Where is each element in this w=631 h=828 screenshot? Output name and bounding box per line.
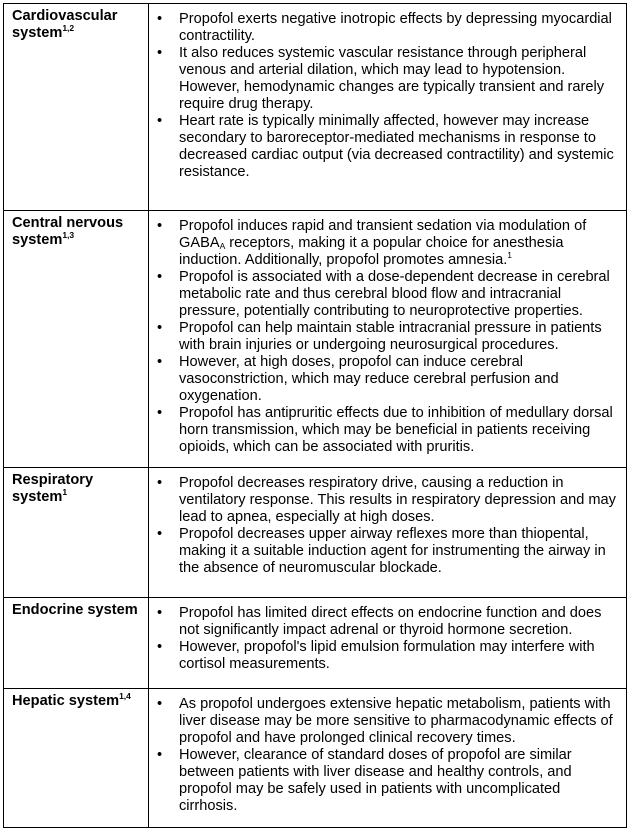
bullet-text: Propofol decreases upper airway reflexes more than thiopental, making it a suitable induction agent for instrumenting the airway in the absence of neuromuscular blockade.	[179, 526, 606, 576]
bullet-text: Propofol decreases respiratory drive, causing a reduction in ventilatory response. This results in respiratory depression and may lead to apnea, especially at high doses.	[179, 475, 616, 525]
bullet-icon: •	[157, 526, 163, 542]
bullet-text: Propofol is associated with a dose-dependent decrease in cerebral metabolic rate and thus cerebral blood flow and intracranial pressure, potentially contributing to neuroprotective properties.	[179, 269, 610, 319]
list-item	[149, 526, 618, 577]
bullet-text: As propofol undergoes extensive hepatic metabolism, patients with liver disease may be more sensitive to pharmacodynamic effects of propofol and have prolonged clinical recovery times.	[179, 696, 613, 746]
bullet-icon: •	[157, 269, 163, 285]
bullet-text: However, at high doses, propofol can induce cerebral vasoconstriction, which may reduce cerebral perfusion and oxygenation.	[179, 354, 559, 404]
bullet-icon: •	[157, 747, 163, 763]
bullet-text: Propofol can help maintain stable intracranial pressure in patients with brain injuries or undergoing neurosurgical procedures.	[179, 320, 602, 353]
list-item	[149, 475, 618, 526]
list-item	[149, 354, 618, 405]
bullet-icon: •	[157, 11, 163, 27]
bullet-list	[149, 11, 618, 181]
system-name-cell	[4, 211, 149, 468]
reference-superscript: 1,3	[62, 230, 75, 240]
bullet-list	[149, 475, 618, 577]
bullet-icon: •	[157, 320, 163, 336]
table-row-cardiovascular	[4, 4, 627, 211]
bullet-text: Propofol exerts negative inotropic effects by depressing myocardial contractility.	[179, 11, 612, 44]
system-name: Cardiovascular system	[12, 8, 118, 41]
reference-superscript: 1,2	[62, 23, 75, 33]
table-row-central-nervous	[4, 211, 627, 468]
bullet-text: Heart rate is typically minimally affected, however may increase secondary to baroreceptor-mediated mechanisms in response to decreased cardiac output (via decreased contractility) and systemic resistance.	[179, 113, 614, 180]
system-name: Hepatic system	[12, 693, 120, 709]
reference-superscript: 1	[507, 250, 513, 260]
list-item	[149, 320, 618, 354]
bullet-text: Propofol has limited direct effects on endocrine function and does not significantly impact adrenal or thyroid hormone secretion.	[179, 605, 602, 638]
effects-cell	[149, 4, 627, 211]
list-item	[149, 639, 618, 673]
subscript: A	[219, 241, 226, 251]
bullet-text: However, propofol's lipid emulsion formulation may interfere with cortisol measurements.	[179, 639, 595, 672]
bullet-text: Propofol has antipruritic effects due to inhibition of medullary dorsal horn transmission, which may be beneficial in patients receiving opioids, which can be associated with pruritis.	[179, 405, 613, 455]
bullet-icon: •	[157, 405, 163, 421]
bullet-text: However, clearance of standard doses of propofol are similar between patients with liver disease and healthy controls, and propofol may be safely used in patients with uncomplicated cirrhosis.	[179, 747, 572, 814]
table-row-hepatic	[4, 689, 627, 828]
list-item	[149, 11, 618, 45]
system-name: Central nervous system	[12, 215, 124, 248]
list-item	[149, 605, 618, 639]
effects-cell	[149, 211, 627, 468]
effects-cell	[149, 598, 627, 689]
bullet-icon: •	[157, 639, 163, 655]
system-name-cell	[4, 468, 149, 598]
bullet-icon: •	[157, 113, 163, 129]
system-name-cell	[4, 689, 149, 828]
list-item	[149, 696, 618, 747]
bullet-icon: •	[157, 218, 163, 234]
bullet-icon: •	[157, 696, 163, 712]
bullet-icon: •	[157, 475, 163, 491]
effects-cell	[149, 689, 627, 828]
effects-cell	[149, 468, 627, 598]
bullet-icon: •	[157, 45, 163, 61]
bullet-text: It also reduces systemic vascular resistance through peripheral venous and arterial dilation, which may lead to hypotension. However, hemodynamic changes are typically transient and rarely require drug therapy.	[179, 45, 605, 112]
bullet-list	[149, 605, 618, 673]
list-item	[149, 218, 618, 269]
system-name-cell	[4, 598, 149, 689]
bullet-list	[149, 218, 618, 456]
reference-superscript: 1	[62, 487, 68, 497]
reference-superscript: 1,4	[119, 691, 131, 701]
table-row-respiratory	[4, 468, 627, 598]
bullet-icon: •	[157, 605, 163, 621]
table-row-endocrine	[4, 598, 627, 689]
list-item	[149, 269, 618, 320]
list-item	[149, 405, 618, 456]
list-item	[149, 747, 618, 815]
list-item	[149, 113, 618, 181]
system-name-cell	[4, 4, 149, 211]
system-name: Respiratory system	[12, 472, 94, 505]
bullet-text: Propofol induces rapid and transient sedation via modulation of GABA	[179, 218, 587, 251]
bullet-icon: •	[157, 354, 163, 370]
list-item	[149, 45, 618, 113]
bullet-list	[149, 696, 618, 815]
bullet-text-continued: receptors, making it a popular choice for anesthesia induction. Additionally, propofol promotes amnesia.	[179, 235, 564, 268]
organ-system-effects-table	[3, 3, 627, 828]
system-name: Endocrine system	[12, 602, 138, 618]
